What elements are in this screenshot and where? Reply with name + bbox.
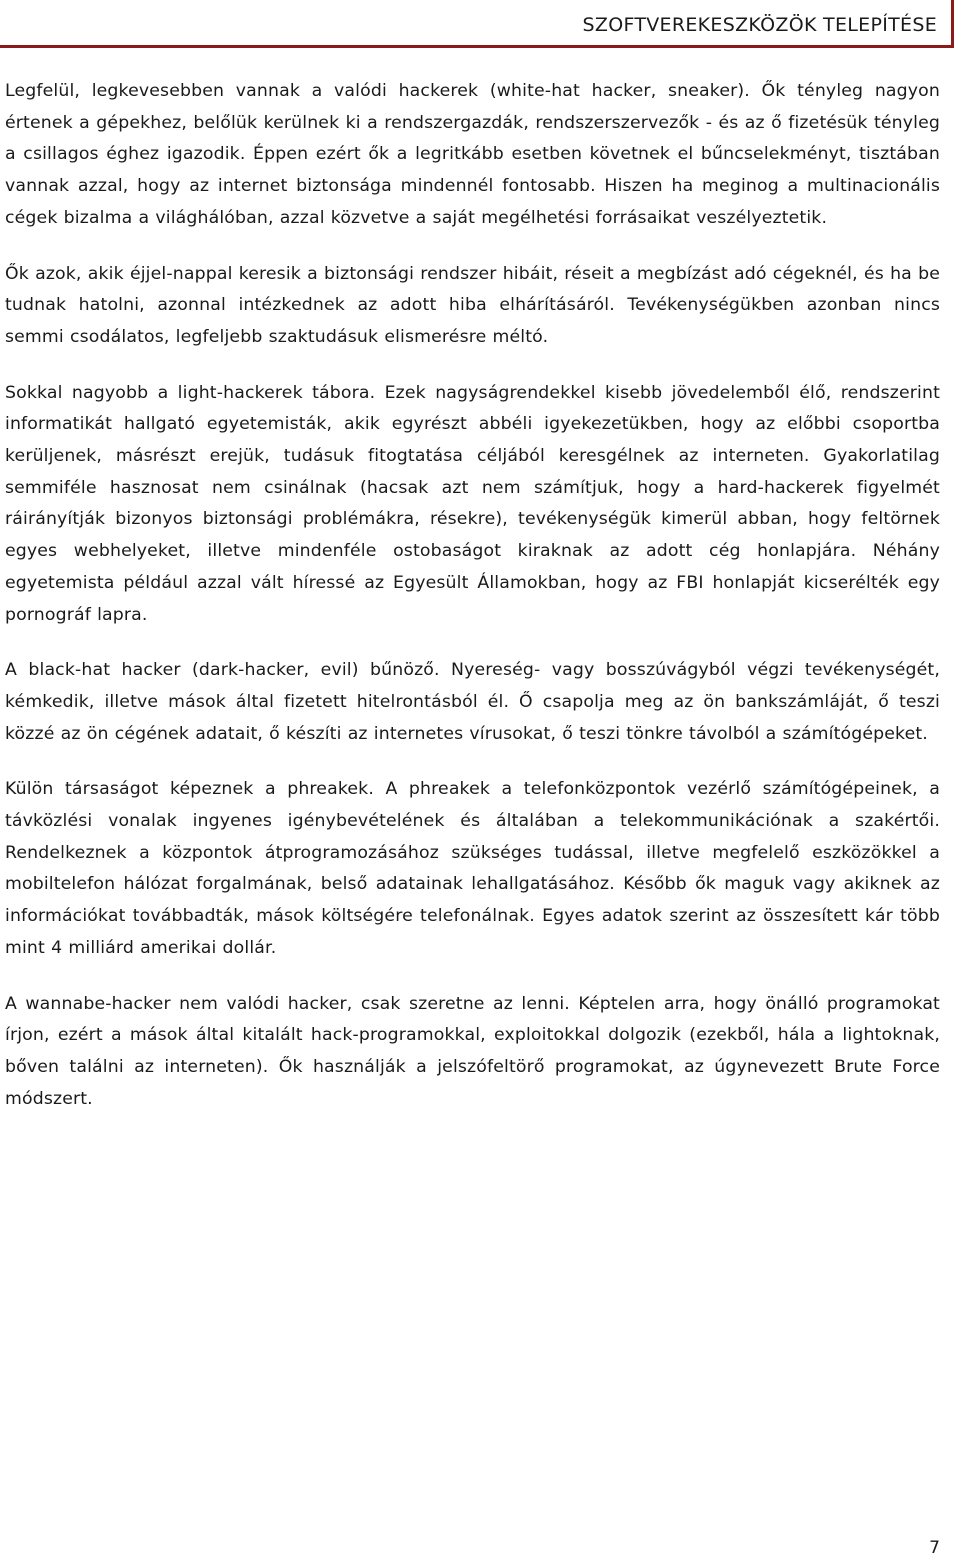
paragraph-phreakers: Külön társaságot képeznek a phreakek. A phreakek a telefonközpontok vezérlő számítógépeinek, a távközlési vonalak ingyenes igénybevételének és általában a telekommunikációnak a szakértői. Rendelkeznek a központok átprogramozásához szükséges tudással, illetve megfelelő eszközökkel a mobiltelefon hálózat forgalmának, belső adatainak lehallgatásához. Később ők maguk vagy akiknek az információkat továbbadták, mások költségére telefonálnak. Egyes adatok szerint az összesített kár több mint 4 milliárd amerikai dollár. — [5, 779, 940, 958]
paragraph-security-work: Ők azok, akik éjjel-nappal keresik a biztonsági rendszer hibáit, réseit a megbízást adó cégeknél, és ha be tudnak hatolni, azonnal intézkednek az adott hiba elhárításáról. Tevékenységükben azonban nincs semmi csodálatos, legfeljebb szaktudásuk elismerésre méltó. — [5, 263, 940, 347]
page-header — [0, 0, 954, 48]
document-body — [5, 76, 940, 1139]
header-title: SZOFTVEREKESZKÖZÖK TELEPÍTÉSE — [582, 14, 937, 36]
paragraph-black-hat: A black-hat hacker (dark-hacker, evil) bűnöző. Nyereség- vagy bosszúvágyból végzi tevékenységét, kémkedik, illetve mások által fizetett hitelrontásból él. Ő csapolja meg az ön bankszámláját, ő teszi közzé az ön cégének adatait, ő készíti az internetes vírusokat, ő teszi tönkre távolból a számítógépeket. — [5, 660, 940, 744]
page-number: 7 — [929, 1538, 940, 1558]
paragraph-white-hat: Legfelül, legkevesebben vannak a valódi hackerek (white-hat hacker, sneaker). Ők tényleg nagyon értenek a gépekhez, belőlük kerülnek ki a rendszergazdák, rendszerszervezők - és az ő fizetésük tényleg a csillagos éghez igazodik. Éppen ezért ők a legritkább esetben követnek el bűncselekményt, tisztában vannak azzal, hogy az internet biztonsága mindennél fontosabb. Hiszen ha meginog a multinacionális cégek bizalma a világhálóban, azzal közvetve a saját megélhetési forrásaikat veszélyeztetik. — [5, 81, 940, 228]
paragraph-light-hackers: Sokkal nagyobb a light-hackerek tábora. Ezek nagyságrendekkel kisebb jövedelemből élő, rendszerint informatikát hallgató egyetemisták, akik egyrészt abbéli igyekezetükben, hogy az előbbi csoportba kerüljenek, másrészt erejük, tudásuk fitogtatása céljából keresgélnek az interneten. Gyakorlatilag semmiféle hasznosat nem csinálnak (hacsak azt nem számítjuk, hogy a hard-hackerek figyelmét ráirányítják bizonyos biztonsági problémákra, résekre), tevékenységük kimerül abban, hogy feltörnek egyes webhelyeket, illetve mindenféle ostobaságot kiraknak az adott cég honlapjára. Néhány egyetemista például azzal vált híressé az Egyesült Államokban, hogy az FBI honlapját kicserélték egy pornográf lapra. — [5, 382, 940, 625]
paragraph-wannabe: A wannabe-hacker nem valódi hacker, csak szeretne az lenni. Képtelen arra, hogy önálló programokat írjon, ezért a mások által kitalált hack-programokkal, exploitokkal dolgozik (ezekből, hála a lightoknak, bőven találni az interneten). Ők használják a jelszófeltörő programokat, az úgynevezett Brute Force módszert. — [5, 993, 940, 1109]
